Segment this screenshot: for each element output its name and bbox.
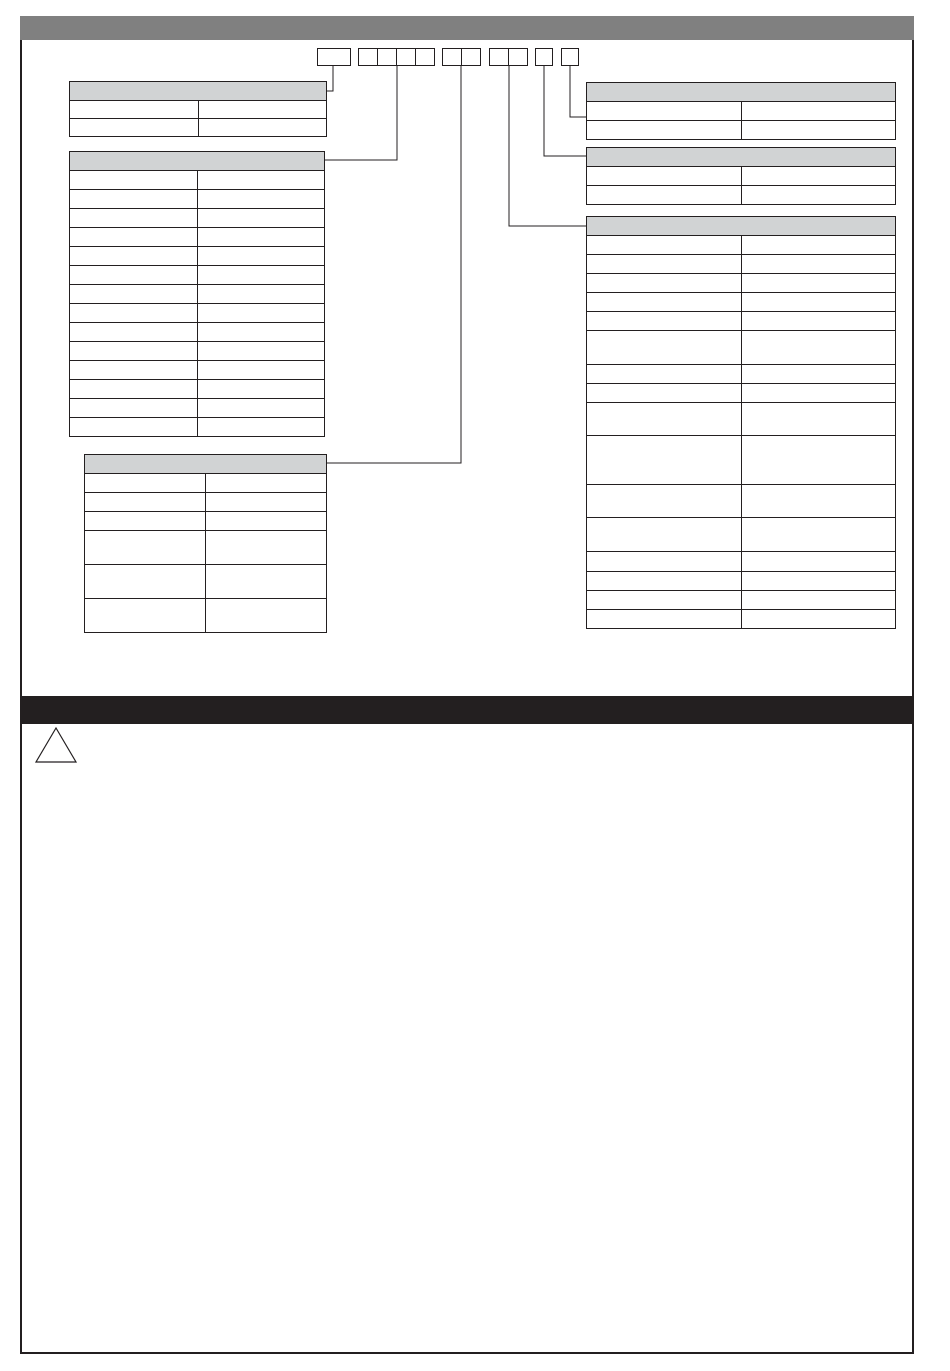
code-box-6 [442, 48, 462, 66]
warning-triangle-icon [34, 726, 78, 764]
table-cell [587, 186, 742, 205]
code-box-10 [535, 48, 553, 66]
table-cell [587, 167, 742, 186]
table-cell [587, 102, 742, 121]
table-cell [741, 518, 896, 552]
code-box-7 [461, 48, 481, 66]
left-top-table [69, 81, 327, 137]
table-cell [587, 436, 742, 485]
table-cell [197, 247, 325, 266]
left-top-table-header [70, 82, 327, 101]
table-cell [206, 474, 327, 493]
table-cell [587, 518, 742, 552]
table-cell [741, 552, 896, 572]
table-cell [741, 236, 896, 255]
table-cell [587, 365, 742, 384]
table-cell [197, 285, 325, 304]
right-bottom-table [586, 216, 896, 629]
table-cell [70, 380, 198, 399]
left-middle-table [69, 151, 325, 437]
table-cell [70, 171, 198, 190]
table-cell [741, 102, 896, 121]
table-cell [70, 101, 199, 119]
table-cell [741, 610, 896, 629]
table-cell [741, 186, 896, 205]
table-cell [70, 247, 198, 266]
table-cell [197, 323, 325, 342]
code-box-1 [317, 48, 351, 66]
table-cell [587, 572, 742, 591]
table-cell [741, 331, 896, 365]
table-cell [197, 190, 325, 209]
code-box-2 [358, 48, 378, 66]
table-cell [197, 266, 325, 285]
code-box-4 [396, 48, 416, 66]
table-cell [70, 304, 198, 323]
table-cell [206, 512, 327, 531]
code-box-5 [415, 48, 435, 66]
table-cell [587, 485, 742, 518]
table-cell [70, 209, 198, 228]
right-middle-table [586, 147, 896, 205]
table-cell [85, 531, 206, 565]
table-cell [206, 531, 327, 565]
table-cell [85, 474, 206, 493]
table-cell [70, 399, 198, 418]
table-cell [198, 119, 327, 137]
table-cell [70, 418, 198, 437]
table-cell [197, 342, 325, 361]
table-cell [206, 599, 327, 633]
table-cell [741, 572, 896, 591]
left-middle-table-header [70, 152, 325, 171]
table-cell [741, 274, 896, 293]
table-cell [741, 312, 896, 331]
table-cell [741, 485, 896, 518]
table-cell [85, 512, 206, 531]
table-cell [587, 236, 742, 255]
table-cell [85, 565, 206, 599]
table-cell [587, 312, 742, 331]
table-cell [85, 599, 206, 633]
table-cell [70, 361, 198, 380]
left-bottom-table-header [85, 455, 327, 474]
right-middle-table-header [587, 148, 896, 167]
table-cell [587, 403, 742, 436]
table-cell [587, 121, 742, 140]
table-cell [198, 101, 327, 119]
table-cell [587, 591, 742, 610]
table-cell [741, 365, 896, 384]
right-top-table [586, 82, 896, 140]
table-cell [741, 403, 896, 436]
table-cell [741, 255, 896, 274]
table-cell [197, 399, 325, 418]
table-cell [70, 119, 199, 137]
table-cell [197, 304, 325, 323]
table-cell [70, 266, 198, 285]
code-box-8 [489, 48, 509, 66]
table-cell [70, 323, 198, 342]
table-cell [741, 384, 896, 403]
code-box-9 [508, 48, 528, 66]
table-cell [741, 293, 896, 312]
table-cell [587, 331, 742, 365]
table-cell [587, 552, 742, 572]
table-cell [197, 228, 325, 247]
table-cell [587, 274, 742, 293]
table-cell [197, 361, 325, 380]
table-cell [741, 121, 896, 140]
table-cell [85, 493, 206, 512]
table-cell [587, 255, 742, 274]
table-cell [70, 285, 198, 304]
table-cell [741, 591, 896, 610]
table-cell [197, 418, 325, 437]
left-bottom-table [84, 454, 327, 633]
table-cell [587, 610, 742, 629]
right-top-table-header [587, 83, 896, 102]
warning-section-header [20, 696, 914, 724]
table-cell [587, 384, 742, 403]
ordering-header-bar [20, 16, 914, 40]
right-bottom-table-header [587, 217, 896, 236]
table-cell [741, 167, 896, 186]
table-cell [70, 342, 198, 361]
table-cell [197, 380, 325, 399]
table-cell [197, 171, 325, 190]
table-cell [70, 228, 198, 247]
code-box-3 [377, 48, 397, 66]
table-cell [741, 436, 896, 485]
table-cell [587, 293, 742, 312]
table-cell [197, 209, 325, 228]
table-cell [70, 190, 198, 209]
table-cell [206, 565, 327, 599]
table-cell [206, 493, 327, 512]
code-box-11 [561, 48, 579, 66]
